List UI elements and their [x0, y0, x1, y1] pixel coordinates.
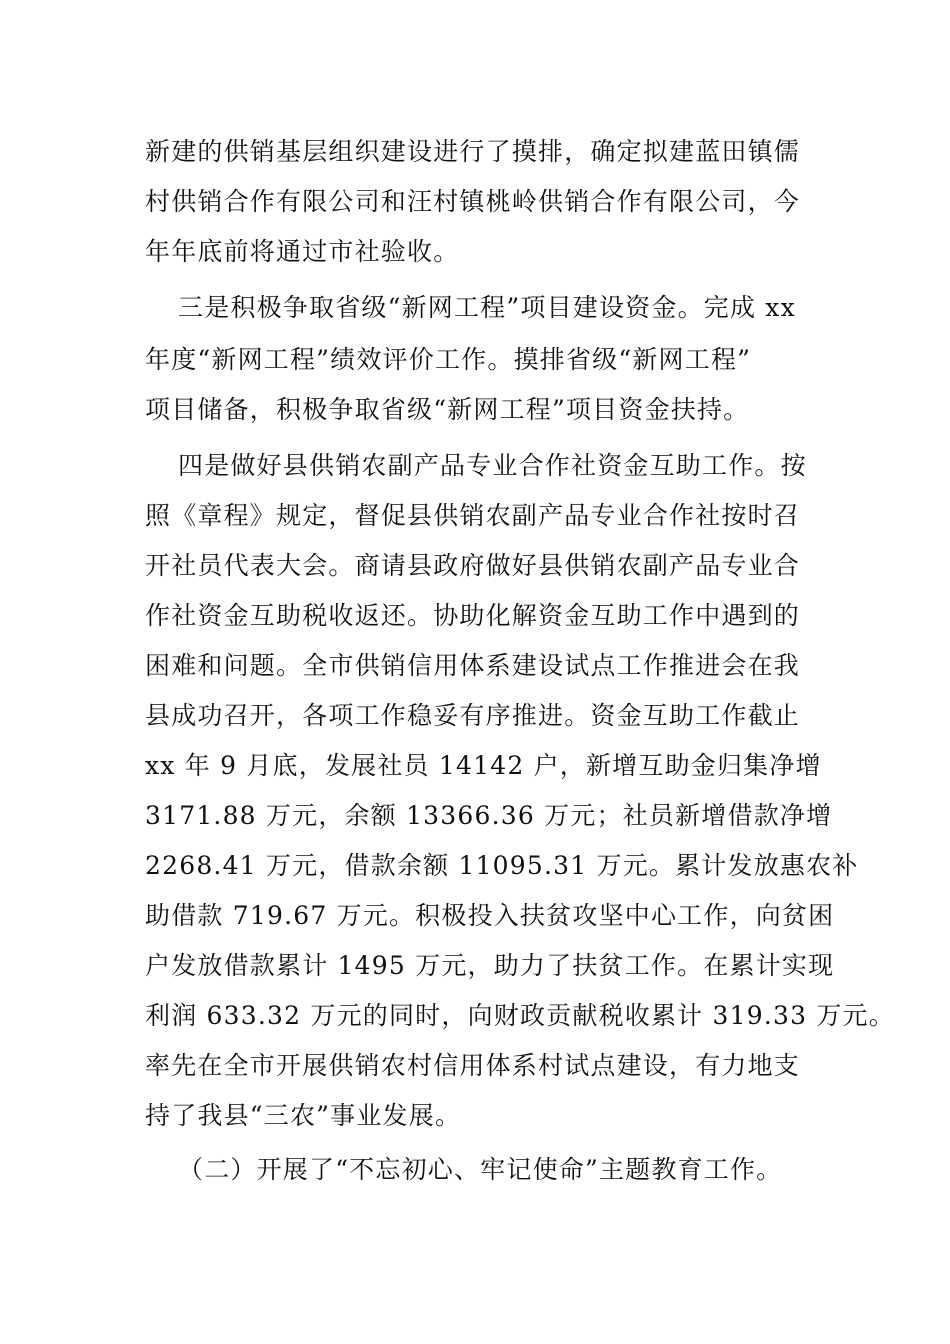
- text-line: 照《章程》规定，督促县供销农副产品专业合作社按时召: [145, 501, 801, 530]
- text-line: 3171.88 万元，余额 13366.36 万元；社员新增借款净增: [145, 801, 833, 830]
- text-line: 持了我县“三农”事业发展。: [145, 1101, 462, 1130]
- text-line: 县成功召开，各项工作稳妥有序推进。资金互助工作截止: [145, 701, 801, 730]
- paragraph-first-line: 四是做好县供销农副产品专业合作社资金互助工作。按: [178, 451, 807, 480]
- text-line: 2268.41 万元，借款余额 11095.31 万元。累计发放惠农补: [145, 851, 859, 880]
- text-line: 开社员代表大会。商请县政府做好县供销农副产品专业合: [145, 551, 801, 580]
- text-line: 利润 633.32 万元的同时，向财政贡献税收累计 319.33 万元。: [145, 1001, 895, 1030]
- text-line: 年年底前将通过市社验收。: [145, 237, 460, 266]
- text-line: 年度“新网工程”绩效评价工作。摸排省级“新网工程”: [145, 345, 752, 374]
- section-heading: （二）开展了“不忘初心、牢记使命”主题教育工作。: [178, 1155, 783, 1184]
- text-line: 作社资金互助税收返还。协助化解资金互助工作中遇到的: [145, 601, 801, 630]
- text-line: 项目储备，积极争取省级“新网工程”项目资金扶持。: [145, 395, 750, 424]
- text-line: 户发放借款累计 1495 万元，助力了扶贫工作。在累计实现: [145, 951, 835, 980]
- text-line: 助借款 719.67 万元。积极投入扶贫攻坚中心工作，向贫困: [145, 901, 835, 930]
- paragraph-first-line: 三是积极争取省级“新网工程”项目建设资金。完成 xx: [178, 293, 796, 322]
- text-line: 村供销合作有限公司和汪村镇桃岭供销合作有限公司，今: [145, 187, 801, 216]
- text-line: 率先在全市开展供销农村信用体系村试点建设，有力地支: [145, 1051, 801, 1080]
- text-line: xx 年 9 月底，发展社员 14142 户，新增互助金归集净增: [145, 751, 822, 780]
- text-line: 困难和问题。全市供销信用体系建设试点工作推进会在我: [145, 651, 801, 680]
- text-line: 新建的供销基层组织建设进行了摸排，确定拟建蓝田镇儒: [145, 137, 801, 166]
